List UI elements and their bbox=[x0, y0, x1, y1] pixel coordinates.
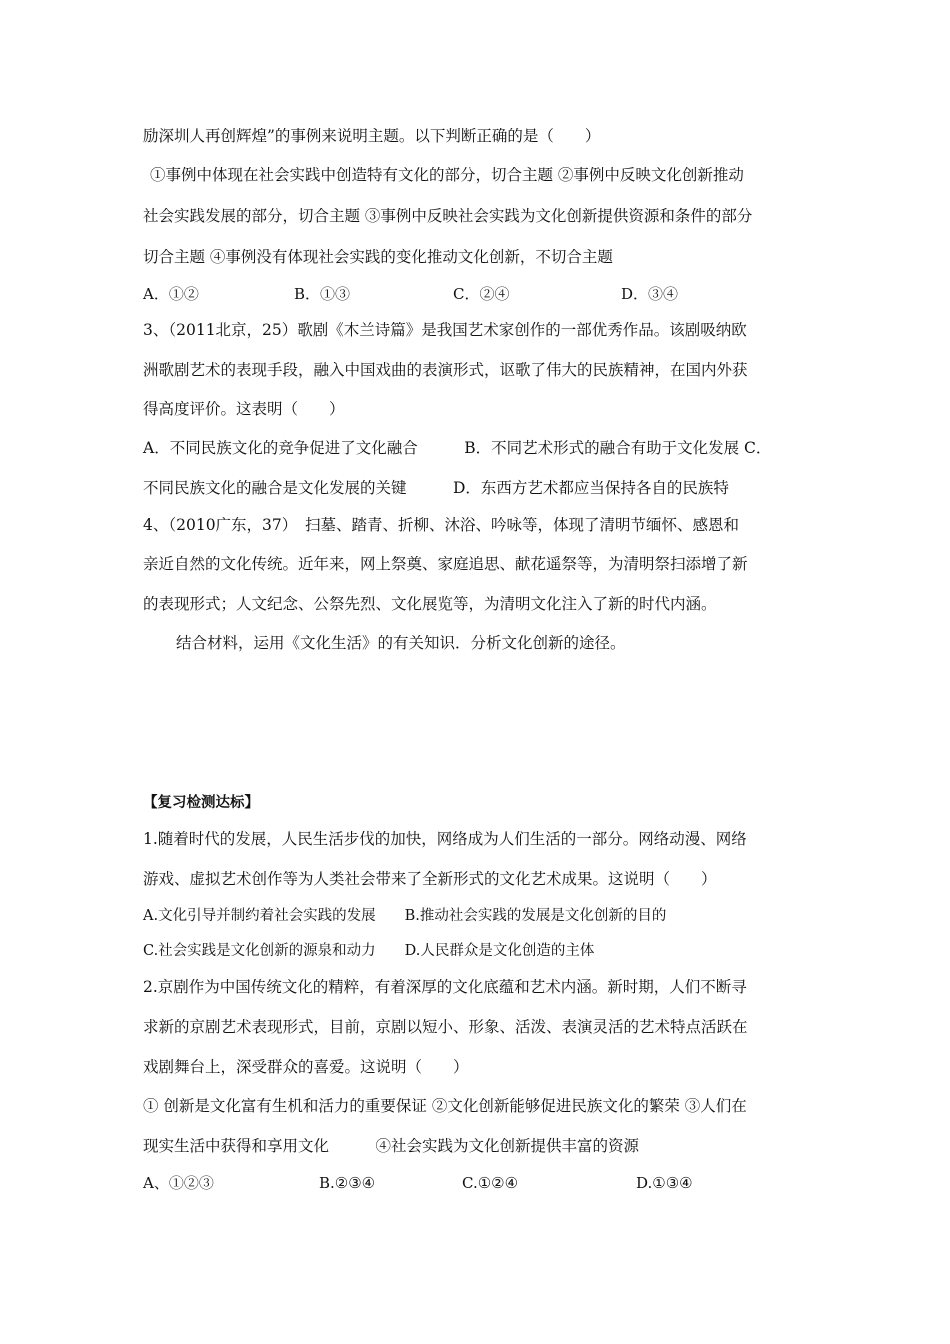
q3-options-line-2: 不同民族文化的融合是文化发展的关键 D．东西方艺术都应当保持各自的民族特 bbox=[143, 479, 729, 497]
q2-option-c: C．②④ bbox=[453, 285, 510, 303]
q3-options-line-1: A．不同民族文化的竞争促进了文化融合 B．不同艺术形式的融合有助于文化发展 C． bbox=[143, 439, 772, 457]
r2-line-1: 2.京剧作为中国传统文化的精粹，有着深厚的文化底蕴和艺术内涵。新时期，人们不断寻 bbox=[143, 978, 747, 996]
section-heading: 【复习检测达标】 bbox=[143, 795, 259, 811]
q2-statements-line-3: 切合主题 ④事例没有体现社会实践的变化推动文化创新，不切合主题 bbox=[143, 248, 613, 266]
q2-option-a: A．①② bbox=[143, 285, 199, 303]
r2-statements-line-1: ① 创新是文化富有生机和活力的重要保证 ②文化创新能够促进民族文化的繁荣 ③人们在 bbox=[143, 1097, 747, 1115]
r1-line-1: 1.随着时代的发展，人民生活步伐的加快，网络成为人们生活的一部分。网络动漫、网络 bbox=[143, 830, 747, 848]
q2-stem-tail: 励深圳人再创辉煌”的事例来说明主题。以下判断正确的是（ ） bbox=[143, 127, 601, 145]
r2-option-c: C.①②④ bbox=[462, 1174, 519, 1192]
r2-line-3: 戏剧舞台上，深受群众的喜爱。这说明（ ） bbox=[143, 1058, 469, 1076]
q4-prompt: 结合材料，运用《文化生活》的有关知识．分析文化创新的途径。 bbox=[176, 634, 626, 652]
q2-statements-line-2: 社会实践发展的部分，切合主题 ③事例中反映社会实践为文化创新提供资源和条件的部分 bbox=[143, 207, 753, 225]
q4-line-3: 的表现形式；人文纪念、公祭先烈、文化展览等，为清明文化注入了新的时代内涵。 bbox=[143, 595, 717, 613]
r2-option-b: B.②③④ bbox=[319, 1174, 376, 1192]
q4-line-1: 4、（2010广东，37） 扫墓、踏青、折柳、沐浴、吟咏等，体现了清明节缅怀、感恩和 bbox=[143, 516, 740, 534]
r1-options-line-2: C.社会实践是文化创新的源泉和动力 D.人民群众是文化创造的主体 bbox=[143, 943, 595, 959]
r1-line-2: 游戏、虚拟艺术创作等为人类社会带来了全新形式的文化艺术成果。这说明（ ） bbox=[143, 870, 717, 888]
r1-options-line-1: A.文化引导并制约着社会实践的发展 B.推动社会实践的发展是文化创新的目的 bbox=[143, 908, 667, 924]
q2-statements-line-1: ①事例中体现在社会实践中创造特有文化的部分，切合主题 ②事例中反映文化创新推动 bbox=[150, 166, 744, 184]
q3-line-1: 3、（2011北京，25）歌剧《木兰诗篇》是我国艺术家创作的一部优秀作品。该剧吸纳欧 bbox=[143, 321, 747, 339]
r2-statements-line-2: 现实生活中获得和享用文化 ④社会实践为文化创新提供丰富的资源 bbox=[143, 1137, 640, 1155]
q4-line-2: 亲近自然的文化传统。近年来，网上祭奠、家庭追思、献花遥祭等，为清明祭扫添增了新 bbox=[143, 555, 748, 573]
r2-line-2: 求新的京剧艺术表现形式，目前，京剧以短小、形象、活泼、表演灵活的艺术特点活跃在 bbox=[143, 1018, 748, 1036]
r2-option-d: D.①③④ bbox=[636, 1174, 693, 1192]
q2-option-b: B．①③ bbox=[294, 285, 351, 303]
q3-line-3: 得高度评价。这表明（ ） bbox=[143, 400, 345, 418]
q2-option-d: D．③④ bbox=[621, 285, 679, 303]
r2-option-a: A、①②③ bbox=[143, 1174, 214, 1192]
q3-line-2: 洲歌剧艺术的表现手段，融入中国戏曲的表演形式，讴歌了伟大的民族精神，在国内外获 bbox=[143, 361, 748, 379]
